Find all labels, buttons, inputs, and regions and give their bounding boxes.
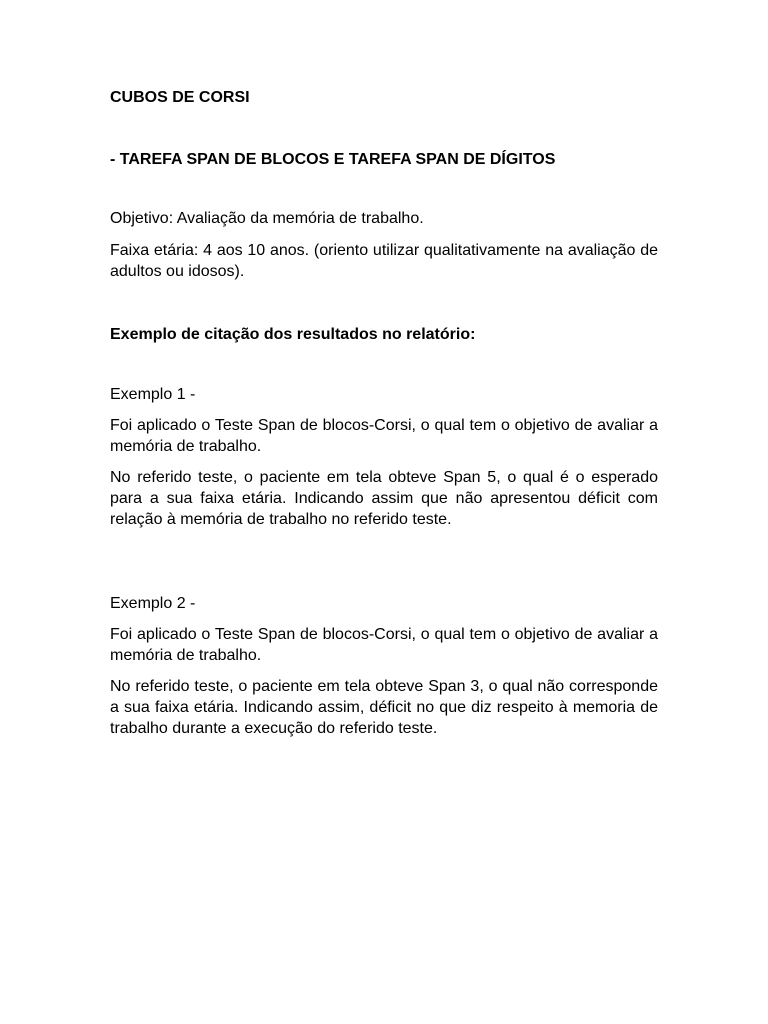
objective-text: Objetivo: Avaliação da memória de trabalho. <box>110 210 424 227</box>
citation-heading: Exemplo de citação dos resultados no relatório: <box>110 326 476 343</box>
example1-paragraph1: Foi aplicado o Teste Span de blocos-Corsi, o qual tem o objetivo de avaliar a memória de trabalho. <box>110 417 658 455</box>
age-range-text: Faixa etária: 4 aos 10 anos. (oriento utilizar qualitativamente na avaliação de adultos ou idosos). <box>110 242 658 280</box>
example2-paragraph1: Foi aplicado o Teste Span de blocos-Corsi, o qual tem o objetivo de avaliar a memória de trabalho. <box>110 626 658 664</box>
example2-paragraph2: No referido teste, o paciente em tela obteve Span 3, o qual não corresponde a sua faixa etária. Indicando assim, déficit no que diz respeito à memoria de trabalho durante a execução do referido teste. <box>110 678 658 737</box>
example2-label: Exemplo 2 - <box>110 595 196 612</box>
document-title: CUBOS DE CORSI <box>110 89 250 106</box>
example1-label: Exemplo 1 - <box>110 386 196 403</box>
document-subtitle: - TAREFA SPAN DE BLOCOS E TAREFA SPAN DE DÍGITOS <box>110 151 556 168</box>
example1-paragraph2: No referido teste, o paciente em tela obteve Span 5, o qual é o esperado para a sua faixa etária. Indicando assim que não apresentou déficit com relação à memória de trabalho no referido teste. <box>110 469 658 528</box>
